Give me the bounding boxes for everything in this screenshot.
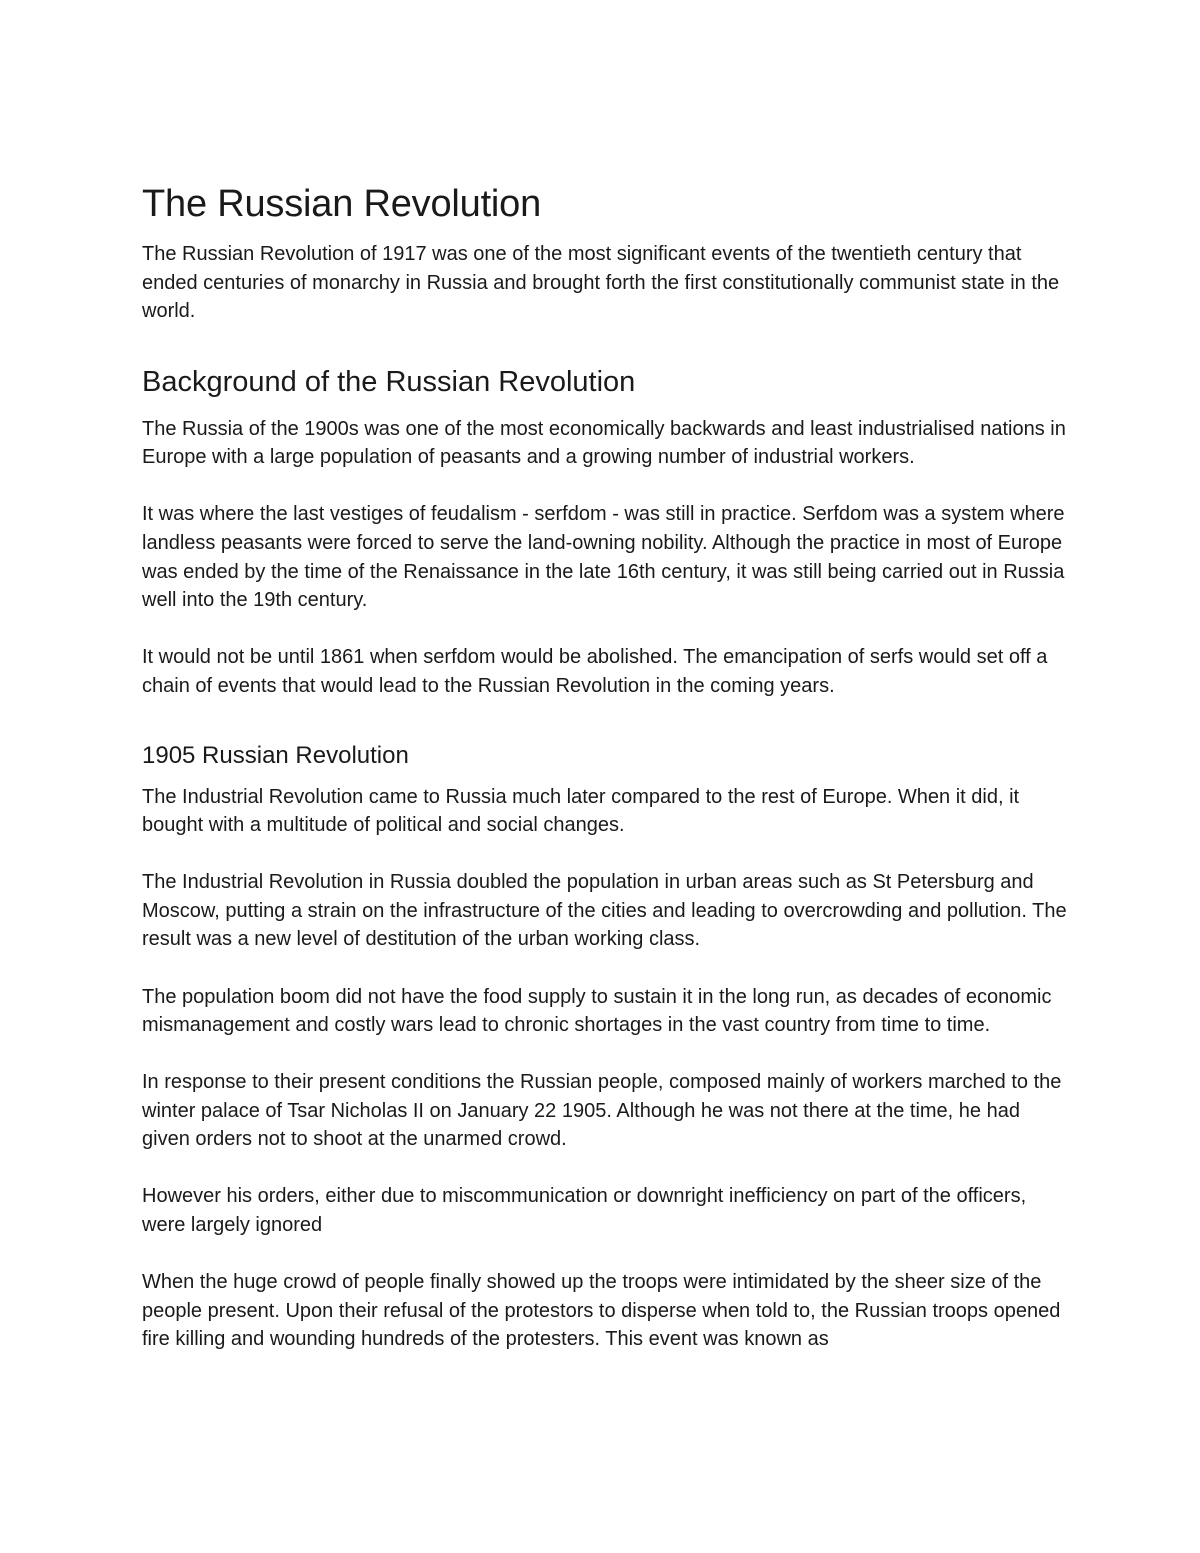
paragraph: It was where the last vestiges of feudalism - serfdom - was still in practice. Serfdom was a system where landless peasants were forced to serve the land-owning nobility. Although the practice in most of Europe was ended by the time of the Renaissance in the late 16th century, it was still being carried out in Russia well into the 19th century.	[142, 503, 1065, 612]
section-heading-background: Background of the Russian Revolution	[142, 365, 636, 398]
paragraph: The Russia of the 1900s was one of the most economically backwards and least industrialised nations in Europe with a large population of peasants and a growing number of industrial workers.	[142, 417, 1066, 469]
paragraph: When the huge crowd of people finally showed up the troops were intimidated by the sheer size of the people present. Upon their refusal of the protestors to disperse when told to, the Russian troops opened fire killing and wounding hundreds of the protesters. This event was known as	[142, 1271, 1061, 1351]
page-title: The Russian Revolution	[142, 183, 542, 225]
intro-paragraph: The Russian Revolution of 1917 was one of the most significant events of the twentieth century that ended centuries of monarchy in Russia and brought forth the first constitutionally communist state in the world.	[142, 243, 1060, 323]
paragraph: However his orders, either due to miscommunication or downright inefficiency on part of the officers, were largely ignored	[142, 1185, 1027, 1237]
paragraph: The Industrial Revolution came to Russia much later compared to the rest of Europe. When it did, it bought with a multitude of political and social changes.	[142, 785, 1020, 837]
paragraph: The Industrial Revolution in Russia doubled the population in urban areas such as St Petersburg and Moscow, putting a strain on the infrastructure of the cities and leading to overcrowding and pollution. The result was a new level of destitution of the urban working class.	[142, 871, 1067, 951]
document-body	[142, 178, 1072, 1382]
paragraph: It would not be until 1861 when serfdom would be abolished. The emancipation of serfs would set off a chain of events that would lead to the Russian Revolution in the coming years.	[142, 646, 1048, 697]
section-heading-1905: 1905 Russian Revolution	[142, 741, 409, 769]
paragraph: In response to their present conditions the Russian people, composed mainly of workers marched to the winter palace of Tsar Nicholas II on January 22 1905. Although he was not there at the time, he had given orders not to shoot at the unarmed crowd.	[142, 1071, 1062, 1151]
paragraph: The population boom did not have the food supply to sustain it in the long run, as decades of economic mismanagement and costly wars lead to chronic shortages in the vast country from time to time.	[142, 985, 1052, 1037]
